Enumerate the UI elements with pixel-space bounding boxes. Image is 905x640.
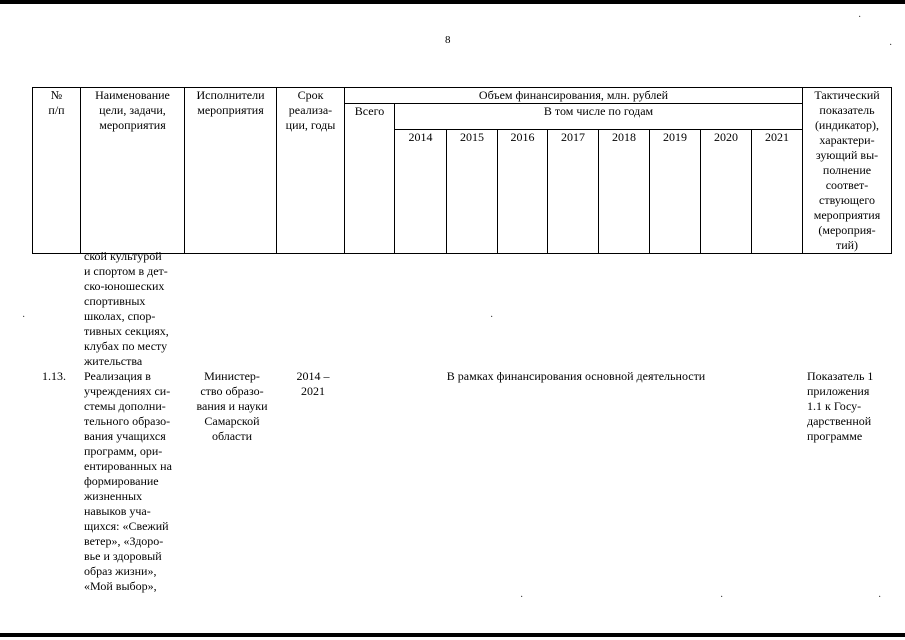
row-name: Реализация в учреждениях си- стемы дополни- тельного образо- вания учащихся программ, ори- ентированных на формирование жизненных навыков уча- щихся: «Свежий ветер», «Здоро- вье и здоровый образ жизни», «Мой выбор», bbox=[84, 369, 172, 593]
col-header-year: 2016 bbox=[498, 130, 548, 254]
row-financing: В рамках финансирования основной деятельности bbox=[446, 369, 706, 383]
col-header-financing: Объем финансирования, млн. рублей bbox=[345, 88, 803, 104]
row-executor: Министер- ство образо- вания и науки Самарской области bbox=[196, 369, 268, 443]
scan-speck: · bbox=[22, 312, 26, 323]
scan-speck: · bbox=[889, 40, 893, 51]
col-header-by-years: В том числе по годам bbox=[395, 104, 803, 130]
top-border bbox=[0, 0, 905, 4]
col-header-executors: Исполнители мероприятия bbox=[185, 88, 277, 254]
scan-speck: · bbox=[858, 12, 862, 23]
col-header-name: Наименование цели, задачи, мероприятия bbox=[81, 88, 185, 254]
header-table bbox=[32, 87, 892, 254]
col-header-year: 2018 bbox=[599, 130, 650, 254]
col-header-year: 2020 bbox=[701, 130, 752, 254]
col-header-indicator: Тактический показатель (индикатор), характери- зующий вы- полнение соответ- ствующего мероприятия (мероприя- тий) bbox=[803, 88, 892, 254]
row-term: 2014 – 2021 bbox=[296, 369, 330, 398]
scan-speck: · bbox=[878, 592, 882, 603]
col-header-total: Всего bbox=[345, 104, 395, 254]
row-indicator: Показатель 1 приложения 1.1 к Госу- дарственной программе bbox=[807, 369, 874, 443]
col-header-year: 2019 bbox=[650, 130, 701, 254]
bottom-border bbox=[0, 633, 905, 637]
scan-speck: · bbox=[520, 592, 524, 603]
col-header-term: Срок реализа- ции, годы bbox=[277, 88, 345, 254]
col-header-num: № п/п bbox=[33, 88, 81, 254]
col-header-year: 2021 bbox=[752, 130, 803, 254]
scan-speck: · bbox=[490, 312, 494, 323]
col-header-year: 2015 bbox=[447, 130, 498, 254]
col-header-year: 2014 bbox=[395, 130, 447, 254]
page-number: 8 bbox=[445, 34, 451, 46]
scan-speck: · bbox=[720, 592, 724, 603]
continuation-text: ской культурой и спортом в дет- ско-юношеских спортивных школах, спор- тивных секциях, клубах по месту жительства bbox=[84, 249, 169, 368]
col-header-year: 2017 bbox=[548, 130, 599, 254]
row-number: 1.13. bbox=[42, 369, 66, 383]
